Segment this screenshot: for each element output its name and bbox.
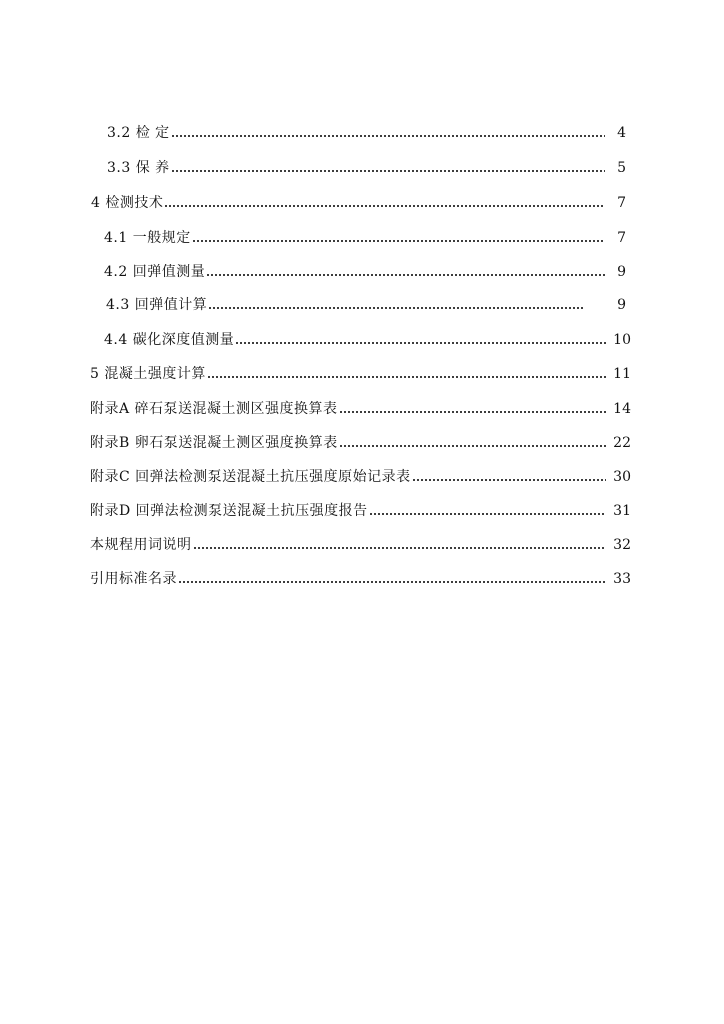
toc-entry-page: 9 xyxy=(617,297,626,313)
toc-entry-label: 3.3 保 养 xyxy=(107,160,170,176)
toc-entry-page: 7 xyxy=(617,195,626,211)
toc-entry-appendix-b[interactable] xyxy=(90,432,631,454)
toc-entry-label: 引用标准名录 xyxy=(90,571,177,587)
toc-entry-page: 9 xyxy=(617,264,626,280)
toc-entry-page: 32 xyxy=(613,537,631,553)
toc-entry-appendix-a[interactable] xyxy=(90,398,631,420)
toc-entry-label: 附录D 回弹法检测泵送混凝土抗压强度报告 xyxy=(90,503,368,519)
toc-entry-page: 7 xyxy=(617,230,626,246)
toc-dot-leader xyxy=(177,568,607,590)
toc-entry-4[interactable] xyxy=(91,192,626,214)
toc-entry-4-4[interactable] xyxy=(104,329,631,351)
toc-entry-page: 5 xyxy=(617,160,626,176)
toc-dot-leader xyxy=(368,500,607,522)
toc-entry-label: 4.3 回弹值计算 xyxy=(106,297,208,313)
toc-dot-leader xyxy=(192,534,608,556)
toc-entry-4-1[interactable] xyxy=(104,227,626,249)
toc-entry-terms[interactable] xyxy=(90,534,631,556)
toc-entry-references[interactable] xyxy=(90,568,631,590)
toc-entry-page: 22 xyxy=(613,435,631,451)
toc-dot-leader xyxy=(207,294,586,316)
toc-dot-leader xyxy=(206,363,607,385)
toc-entry-appendix-d[interactable] xyxy=(90,500,631,522)
toc-dot-leader xyxy=(234,329,607,351)
toc-entry-label: 4.2 回弹值测量 xyxy=(104,264,206,280)
toc-entry-label: 5 混凝土强度计算 xyxy=(90,366,206,382)
toc-entry-4-3[interactable] xyxy=(106,294,626,316)
toc-entry-page: 11 xyxy=(613,366,631,382)
toc-entry-page: 14 xyxy=(613,401,631,417)
toc-entry-5[interactable] xyxy=(90,363,631,385)
toc-dot-leader xyxy=(411,466,608,488)
toc-entry-label: 附录A 碎石泵送混凝土测区强度换算表 xyxy=(90,401,338,417)
toc-entry-label: 本规程用词说明 xyxy=(90,537,192,553)
toc-dot-leader xyxy=(338,432,607,454)
toc-entry-label: 4 检测技术 xyxy=(91,195,164,211)
toc-entry-3-2[interactable] xyxy=(107,122,626,144)
toc-entry-label: 4.1 一般规定 xyxy=(104,230,191,246)
toc-entry-label: 4.4 碳化深度值测量 xyxy=(104,332,235,348)
toc-entry-page: 31 xyxy=(613,503,631,519)
toc-dot-leader xyxy=(191,227,606,249)
toc-dot-leader xyxy=(338,398,608,420)
toc-entry-page: 4 xyxy=(617,125,626,141)
toc-entry-4-2[interactable] xyxy=(104,261,626,283)
toc-entry-label: 3.2 检 定 xyxy=(107,125,170,141)
toc-dot-leader xyxy=(170,122,606,144)
toc-entry-appendix-c[interactable] xyxy=(90,466,631,488)
toc-entry-label: 附录B 卵石泵送混凝土测区强度换算表 xyxy=(90,435,338,451)
toc-entry-3-3[interactable] xyxy=(107,157,626,179)
toc-entry-page: 33 xyxy=(613,571,631,587)
toc-dot-leader xyxy=(163,192,606,214)
toc-entry-page: 10 xyxy=(613,332,631,348)
toc-entry-page: 30 xyxy=(613,469,631,485)
toc-dot-leader xyxy=(170,157,606,179)
toc-entry-label: 附录C 回弹法检测泵送混凝土抗压强度原始记录表 xyxy=(90,469,411,485)
toc-dot-leader xyxy=(205,261,606,283)
